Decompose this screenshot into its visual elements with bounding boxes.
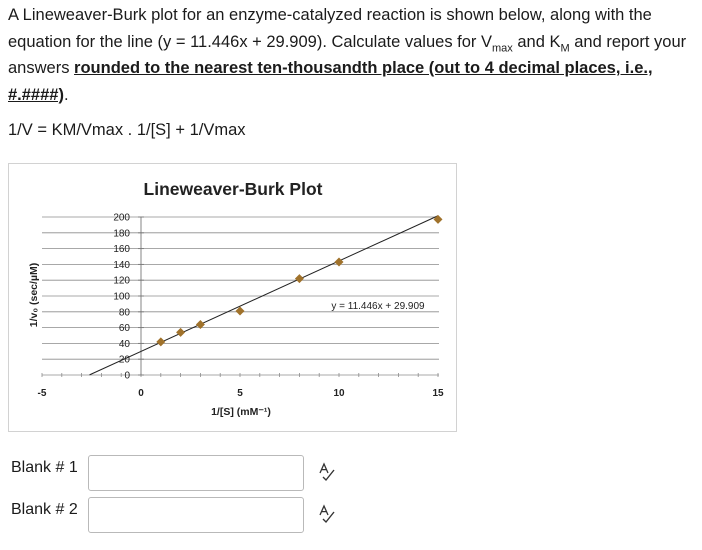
- x-tick-label: 15: [432, 388, 444, 399]
- spellcheck-icon[interactable]: [317, 504, 337, 524]
- y-tick-label: 40: [118, 338, 130, 350]
- blank-2-input[interactable]: [88, 497, 304, 533]
- x-tick-label: 5: [237, 388, 243, 399]
- spellcheck-icon[interactable]: [317, 462, 337, 482]
- y-tick-label: 20: [118, 354, 130, 366]
- y-tick-label: 160: [113, 244, 130, 256]
- data-point: [434, 215, 443, 224]
- trendline: [90, 216, 438, 375]
- y-tick-label: 0: [124, 370, 130, 382]
- x-axis-label: 1/[S] (mM⁻¹): [211, 406, 271, 418]
- lineweaver-burk-chart: [8, 163, 457, 432]
- y-tick-label: 60: [118, 323, 130, 335]
- y-tick-label: 100: [113, 291, 130, 303]
- data-point: [295, 274, 304, 283]
- lineweaver-burk-equation: 1/V = KM/Vmax . 1/[S] + 1/Vmax: [8, 121, 246, 139]
- y-tick-label: 120: [113, 275, 130, 287]
- trendline-equation-label: y = 11.446x + 29.909: [331, 301, 425, 312]
- data-point: [335, 258, 344, 267]
- chart-title: Lineweaver-Burk Plot: [143, 179, 323, 199]
- km-subscript: M: [560, 41, 570, 54]
- y-tick-label: 80: [118, 307, 130, 319]
- x-tick-label: 10: [333, 388, 345, 399]
- data-point: [176, 328, 185, 337]
- chart-canvas: [9, 164, 458, 433]
- x-tick-label: -5: [37, 388, 47, 399]
- rounding-instruction: rounded to the nearest ten-thousandth place (out to 4 decimal places, i.e., #.####): [8, 59, 653, 104]
- blank-1-input[interactable]: [88, 455, 304, 491]
- blank-1-label: Blank # 1: [11, 459, 78, 476]
- y-tick-label: 200: [113, 212, 130, 224]
- question-text: A Lineweaver-Burk plot for an enzyme-catalyzed reaction is shown below, along with the equation for the line (y = 11.446x + 29.909). Calculate values for $V_{max}$ and $K_M$ and report your answers rounded to the nearest ten-thousandth place (out to 4 decimal places, i.e., #.####).: [8, 6, 687, 104]
- y-tick-label: 140: [113, 259, 130, 271]
- data-point: [156, 337, 165, 346]
- vmax-subscript: max: [492, 41, 513, 54]
- y-axis-label: 1/v₀ (sec/µM): [28, 262, 40, 328]
- x-tick-label: 0: [138, 388, 144, 399]
- y-tick-label: 180: [113, 228, 130, 240]
- blank-2-label: Blank # 2: [11, 501, 78, 518]
